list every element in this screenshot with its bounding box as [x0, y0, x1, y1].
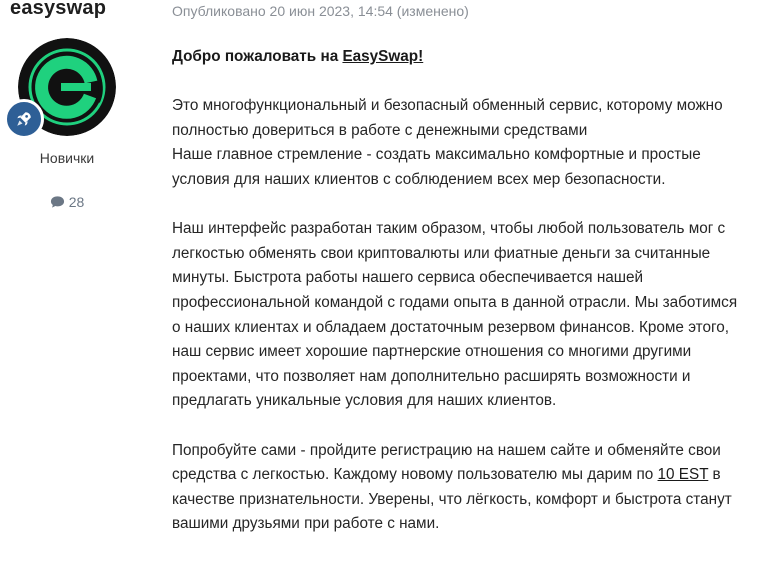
rank-title: Новички — [39, 150, 95, 166]
rank-badge — [4, 99, 44, 139]
paragraph-line: минуты. Быстрота работы нашего сервиса обеспечивается нашей — [172, 269, 644, 287]
post-count[interactable] — [0, 194, 134, 210]
paragraph-text: средства с легкостью. Каждому новому пользователю мы дарим по — [172, 466, 658, 484]
avatar-container — [18, 38, 116, 136]
paragraph-line: Наш интерфейс разработан таким образом, чтобы любой пользователь мог с — [172, 220, 726, 238]
comment-icon — [50, 195, 65, 209]
paragraph-line: легкостью обменять свои криптовалюты или фиатные деньги за считанные — [172, 244, 711, 262]
author-username[interactable]: easyswap — [10, 0, 107, 19]
paragraph-text: в — [708, 466, 721, 484]
paragraph-line: наш сервис имеет хорошие партнерские отношения со многими другими — [172, 343, 692, 361]
paragraph-intro — [172, 94, 772, 192]
paragraph-line: предлагать уникальные условия для наших клиентов. — [172, 392, 557, 410]
author-panel — [0, 0, 150, 531]
paragraph-line: вашими друзьями при работе с нами. — [172, 515, 440, 533]
paragraph-interface — [172, 217, 772, 414]
post-meta: Опубликовано 20 июн 2023, 14:54 (изменено) — [172, 3, 469, 19]
paragraph-line: профессиональной командой с годами опыта в данной отрасли. Мы заботимся — [172, 293, 738, 311]
paragraph-line: Это многофункциональный и безопасный обменный сервис, которому можно — [172, 97, 723, 115]
paragraph-line — [172, 463, 772, 488]
post-welcome — [172, 45, 772, 70]
post-content — [172, 45, 772, 561]
paragraph-line: качестве признательности. Уверены, что лёгкость, комфорт и быстрота станут — [172, 490, 732, 508]
post-count-value: 28 — [68, 194, 85, 210]
paragraph-line: о наших клиентах и обладаем достаточным резервом финансов. Кроме этого, — [172, 318, 730, 336]
paragraph-line: проектами, что позволяет нам дополнительно расширять возможности и — [172, 367, 691, 385]
paragraph-line: Наше главное стремление - создать максимально комфортные и простые — [172, 146, 701, 164]
rocket-icon — [15, 110, 33, 128]
paragraph-try — [172, 439, 772, 537]
paragraph-line: условия для наших клиентов с соблюдением всех мер безопасности. — [172, 170, 666, 188]
est-bonus-link[interactable]: 10 EST — [657, 466, 709, 484]
welcome-text: Добро пожаловать на — [172, 48, 343, 65]
paragraph-line: Попробуйте сами - пройдите регистрацию на нашем сайте и обменяйте свои — [172, 441, 721, 459]
easyswap-link[interactable]: EasySwap! — [342, 48, 424, 65]
paragraph-line: полностью довериться в работе с денежными средствами — [172, 121, 588, 139]
